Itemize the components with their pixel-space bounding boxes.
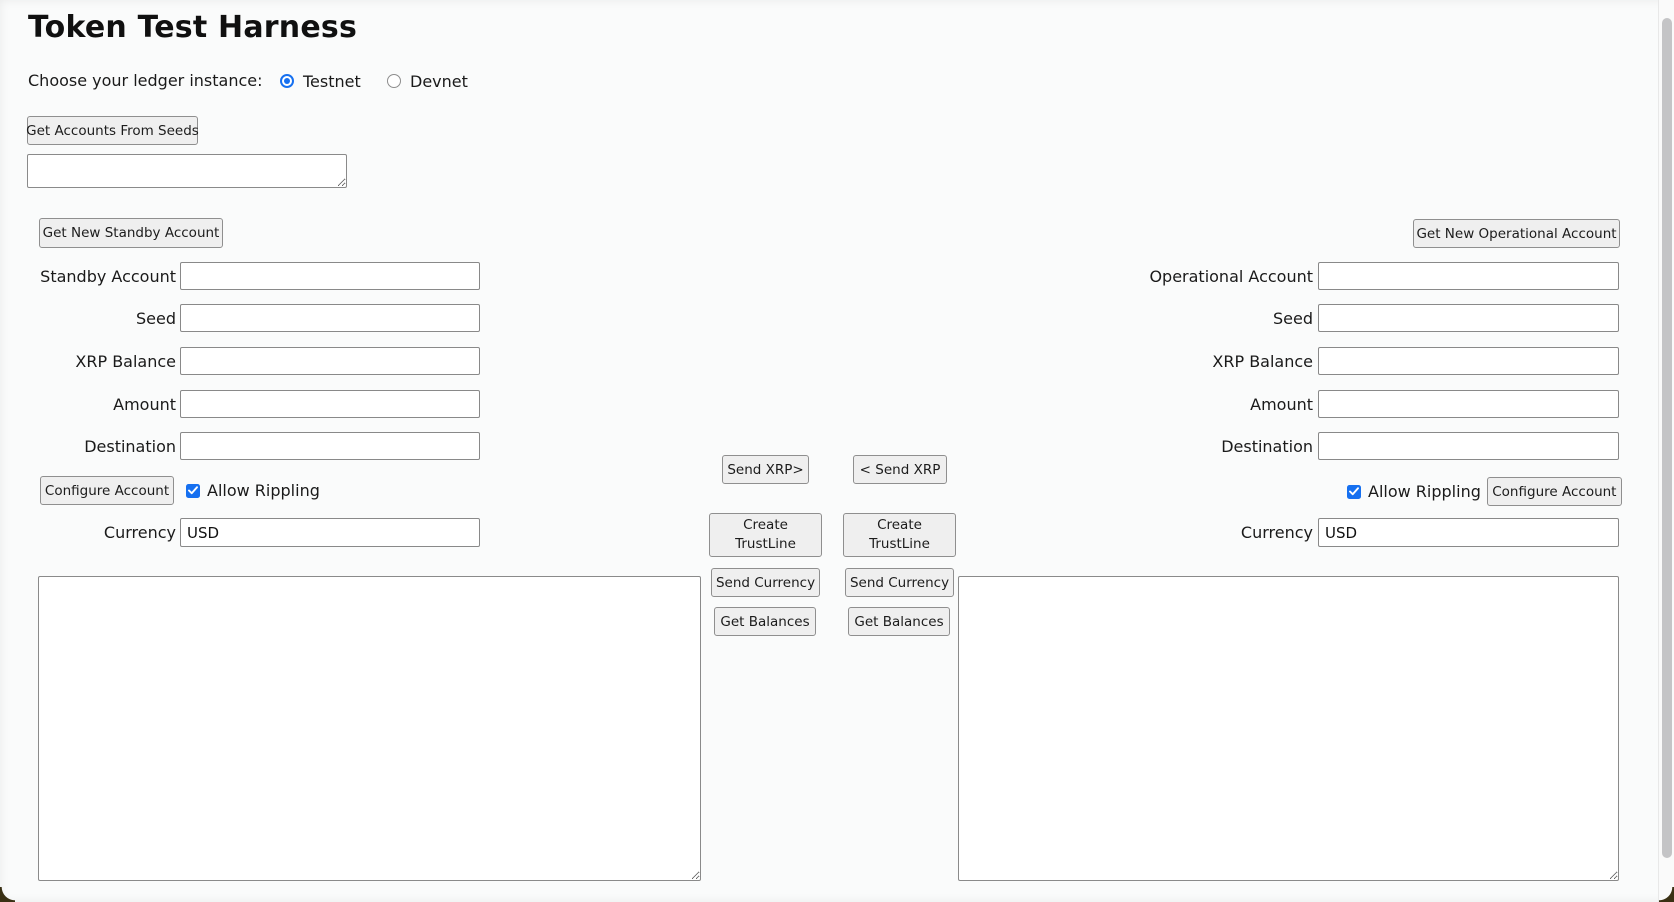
operational-account-label: Operational Account xyxy=(1149,266,1313,286)
standby-destination-input[interactable] xyxy=(180,432,480,460)
vertical-scrollbar[interactable] xyxy=(1658,0,1674,902)
operational-get-balances-button[interactable]: Get Balances xyxy=(848,607,950,636)
standby-currency-label: Currency xyxy=(103,523,176,542)
window-corner-bottom-left xyxy=(0,887,15,902)
operational-account-input[interactable] xyxy=(1318,262,1619,290)
operational-seed-label: Seed xyxy=(1273,308,1313,328)
standby-seed-label: Seed xyxy=(136,308,176,328)
operational-xrp-balance-input[interactable] xyxy=(1318,347,1619,375)
standby-send-currency-button[interactable]: Send Currency xyxy=(711,568,820,597)
radio-unchecked-icon[interactable] xyxy=(387,74,401,88)
standby-create-trustline-button[interactable]: Create TrustLine xyxy=(709,513,822,557)
operational-destination-row xyxy=(1120,432,1619,460)
get-new-operational-account-button[interactable]: Get New Operational Account xyxy=(1413,219,1620,248)
operational-create-trustline-button[interactable]: Create TrustLine xyxy=(843,513,956,557)
operational-currency-row xyxy=(1120,518,1619,547)
standby-account-input[interactable] xyxy=(180,262,480,290)
standby-configure-row xyxy=(40,476,320,505)
operational-allow-rippling-checkbox[interactable] xyxy=(1347,485,1361,499)
operational-currency-input[interactable] xyxy=(1318,518,1619,547)
standby-xrp-balance-input[interactable] xyxy=(180,347,480,375)
operational-seed-row xyxy=(1120,304,1619,332)
operational-allow-rippling-label: Allow Rippling xyxy=(1368,482,1481,501)
operational-amount-input[interactable] xyxy=(1318,390,1619,418)
standby-destination-row xyxy=(28,432,480,460)
standby-currency-row xyxy=(28,518,480,547)
standby-xrp-balance-row xyxy=(28,347,480,375)
operational-results-textarea[interactable] xyxy=(958,576,1619,881)
operational-xrp-balance-label: XRP Balance xyxy=(1212,351,1313,371)
standby-results-textarea[interactable] xyxy=(38,576,701,881)
operational-destination-label: Destination xyxy=(1221,436,1313,456)
checkmark-icon xyxy=(1349,487,1359,496)
operational-account-row xyxy=(1120,262,1619,290)
standby-amount-label: Amount xyxy=(113,394,176,414)
testnet-radio-label: Testnet xyxy=(303,71,361,91)
standby-configure-account-button[interactable]: Configure Account xyxy=(40,476,174,505)
operational-currency-label: Currency xyxy=(1240,523,1313,542)
page-title: Token Test Harness xyxy=(28,10,358,45)
scrollbar-thumb[interactable] xyxy=(1662,18,1672,858)
operational-configure-account-button[interactable]: Configure Account xyxy=(1487,477,1622,506)
standby-seed-input[interactable] xyxy=(180,304,480,332)
devnet-radio[interactable] xyxy=(387,71,468,91)
devnet-radio-label: Devnet xyxy=(410,71,468,91)
send-xrp-to-operational-button[interactable]: Send XRP> xyxy=(722,455,809,484)
send-xrp-to-standby-button[interactable]: < Send XRP xyxy=(853,455,947,484)
operational-send-currency-button[interactable]: Send Currency xyxy=(845,568,954,597)
standby-allow-rippling-label: Allow Rippling xyxy=(207,481,320,500)
seeds-textarea[interactable] xyxy=(27,154,347,188)
testnet-radio[interactable] xyxy=(280,71,361,91)
standby-amount-input[interactable] xyxy=(180,390,480,418)
standby-account-row xyxy=(28,262,480,290)
get-new-standby-account-button[interactable]: Get New Standby Account xyxy=(39,218,223,248)
standby-currency-input[interactable] xyxy=(180,518,480,547)
standby-account-label: Standby Account xyxy=(40,266,176,286)
standby-amount-row xyxy=(28,390,480,418)
ledger-instance-label: Choose your ledger instance: xyxy=(28,71,263,90)
operational-amount-label: Amount xyxy=(1250,394,1313,414)
operational-destination-input[interactable] xyxy=(1318,432,1619,460)
get-accounts-from-seeds-button[interactable]: Get Accounts From Seeds xyxy=(27,116,198,145)
standby-allow-rippling-checkbox[interactable] xyxy=(186,484,200,498)
operational-configure-row xyxy=(1347,477,1622,506)
standby-get-balances-button[interactable]: Get Balances xyxy=(714,607,816,636)
standby-xrp-balance-label: XRP Balance xyxy=(75,351,176,371)
checkmark-icon xyxy=(188,486,198,495)
radio-checked-icon[interactable] xyxy=(280,74,294,88)
operational-seed-input[interactable] xyxy=(1318,304,1619,332)
standby-destination-label: Destination xyxy=(84,436,176,456)
standby-seed-row xyxy=(28,304,480,332)
operational-xrp-balance-row xyxy=(1120,347,1619,375)
operational-amount-row xyxy=(1120,390,1619,418)
